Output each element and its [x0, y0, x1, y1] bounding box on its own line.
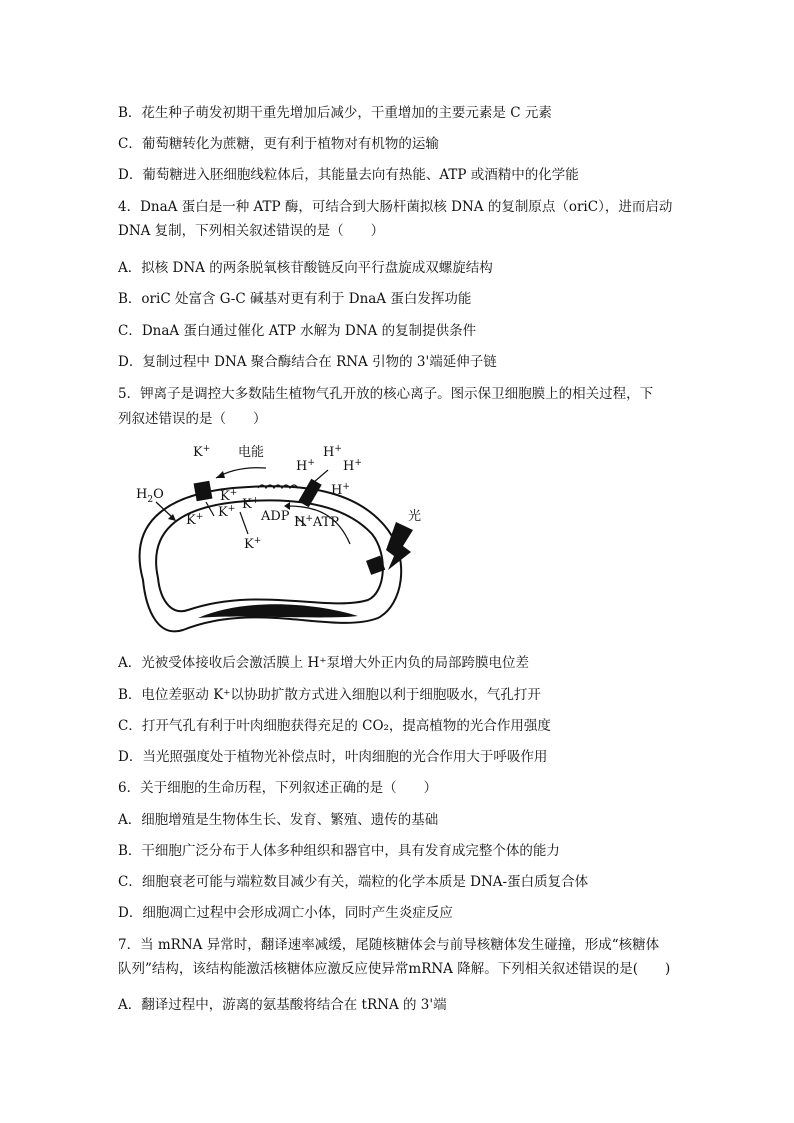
line-q3-b: B．花生种子萌发初期干重先增加后减少，干重增加的主要元素是 C 元素 [118, 105, 552, 121]
guard-cell-diagram [118, 430, 438, 650]
label-h-4: H+ [331, 482, 350, 498]
line-q4-c: C．DnaA 蛋白通过催化 ATP 水解为 DNA 的复制提供条件 [118, 323, 477, 339]
label-k-1: K+ [220, 488, 238, 504]
line-q5-stem-1: 5．钾离子是调控大多数陆生植物气孔开放的核心离子。图示保卫细胞膜上的相关过程，下 [118, 386, 654, 402]
line-q4-d: D．复制过程中 DNA 聚合酶结合在 RNA 引物的 3'端延伸子链 [118, 354, 497, 370]
line-q4-stem-2: DNA 复制，下列相关叙述错误的是（ ） [118, 223, 385, 239]
k-in-arrow-2 [240, 512, 248, 534]
line-q7-stem-2: 队列”结构，该结构能激活核糖体应激反应使异常mRNA 降解。下列相关叙述错误的是( ) [118, 961, 671, 977]
k-in-arrow-1 [206, 502, 214, 516]
line-q3-d: D．葡萄糖进入胚细胞线粒体后，其能量去向有热能、ATP 或酒精中的化学能 [118, 167, 579, 183]
line-q6-b: B．干细胞广泛分布于人体多种组织和器官中，具有发育成完整个体的能力 [118, 843, 560, 859]
line-q5-d: D．当光照强度处于植物光补偿点时，叶肉细胞的光合作用大于呼吸作用 [118, 749, 548, 765]
label-k-top: K+ [193, 444, 211, 460]
label-adp: ADP [261, 509, 290, 524]
line-q4-b: B．oriC 处富含 G-C 碱基对更有利于 DnaA 蛋白发挥功能 [118, 291, 472, 307]
line-q6-d: D．细胞凋亡过程中会形成凋亡小体，同时产生炎症反应 [118, 905, 453, 921]
line-q3-c: C．葡萄糖转化为蔗糖，更有利于植物对有机物的运输 [118, 136, 439, 152]
h-out-arrow [314, 470, 328, 482]
light-bolt [386, 522, 413, 570]
k-channel [194, 481, 213, 502]
label-k-5: K+ [244, 536, 262, 552]
line-q5-stem-2: 列叙述错误的是（ ） [118, 411, 267, 427]
label-k-3: K+ [186, 512, 204, 528]
label-h-3: H+ [343, 458, 362, 474]
line-q4-stem-1: 4．DnaA 蛋白是一种 ATP 酶，可结合到大肠杆菌拟核 DNA 的复制原点（oriC），进而启动 [118, 199, 673, 215]
line-q5-b: B．电位差驱动 K⁺以协助扩散方式进入细胞以利于细胞吸水，气孔打开 [118, 687, 541, 703]
label-light: 光 [408, 509, 422, 524]
line-q5-c: C．打开气孔有利于叶肉细胞获得充足的 CO₂，提高植物的光合作用强度 [118, 718, 551, 734]
label-h-1: H+ [323, 444, 342, 460]
thickened-wall [198, 604, 358, 618]
line-q4-a: A．拟核 DNA 的两条脱氧核苷酸链反向平行盘旋成双螺旋结构 [118, 260, 493, 276]
label-k-4: K+ [218, 504, 236, 520]
label-h2o: $H_2O$ [136, 487, 164, 505]
label-k-2: K+ [242, 496, 260, 512]
line-q6-c: C．细胞衰老可能与端粒数目减少有关，端粒的化学本质是 DNA-蛋白质复合体 [118, 874, 589, 890]
label-h-atp: H+ATP [294, 514, 339, 530]
line-q7-stem-1: 7．当 mRNA 异常时，翻译速率减缓，尾随核糖体会与前导核糖体发生碰撞，形成“核糖体 [118, 937, 660, 953]
line-q6-a: A．细胞增殖是生物体生长、发育、繁殖、遗传的基础 [118, 812, 439, 828]
line-q5-a: A．光被受体接收后会激活膜上 H⁺泵增大外正内负的局部跨膜电位差 [118, 655, 529, 671]
line-q6-stem: 6．关于细胞的生命历程，下列叙述正确的是（ ） [118, 780, 438, 796]
h-pump [298, 479, 321, 508]
label-h-2: H+ [296, 458, 315, 474]
line-q7-a: A．翻译过程中，游离的氨基酸将结合在 tRNA 的 3'端 [118, 997, 447, 1013]
electric-energy-arrowhead [216, 471, 225, 478]
label-electric-energy: 电能 [238, 445, 265, 460]
